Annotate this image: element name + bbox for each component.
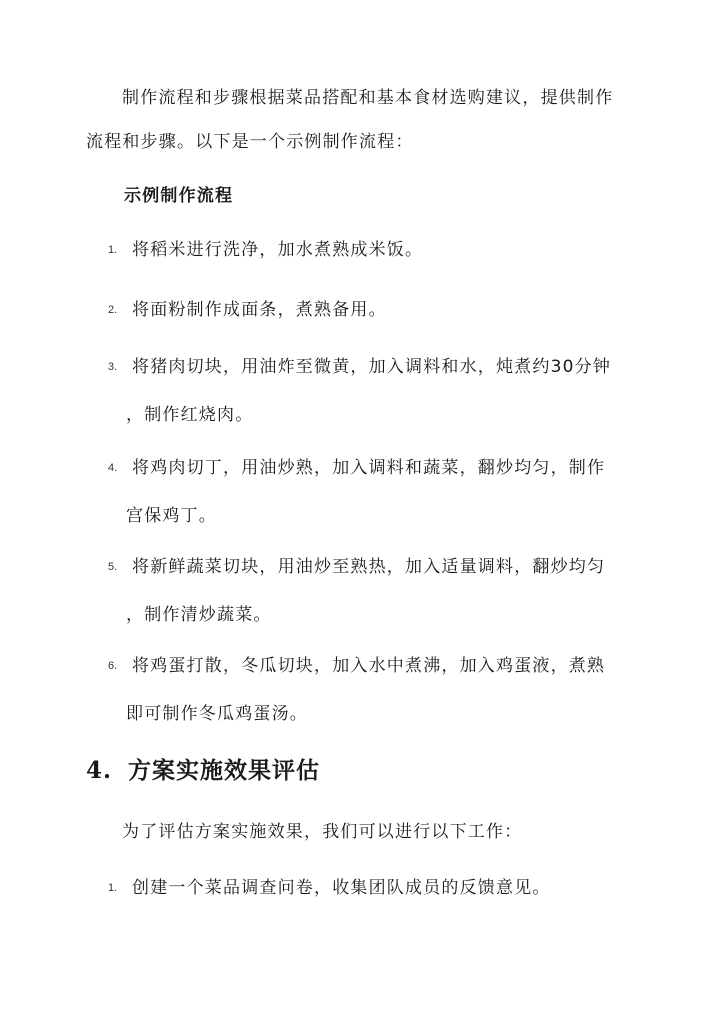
list-item-text [132, 300, 387, 320]
list-item-line: 创建一个菜品调查问卷，收集团队成员的反馈意见。 [132, 878, 551, 898]
list-item-number: 3. [108, 361, 118, 373]
list-item-text [126, 557, 606, 625]
list-item-text [132, 878, 551, 898]
section-4-intro-line: 为了评估方案实施效果，我们可以进行以下工作： [122, 822, 523, 842]
list-item-text [126, 357, 612, 425]
list-item-line: 将面粉制作成面条，煮熟备用。 [132, 300, 387, 320]
list-item-line: 将鸡蛋打散，冬瓜切块，加入水中煮沸，加入鸡蛋液，煮熟 [132, 656, 606, 676]
list-item-text [126, 458, 606, 526]
example-process-subheading: 示例制作流程 [124, 186, 234, 206]
list-item-line: ，制作清炒蔬菜。 [126, 605, 272, 625]
section-title: 方案实施效果评估 [128, 757, 320, 784]
list-item-number: 6. [108, 660, 118, 672]
list-item-line: 将稻米进行洗净，加水煮熟成米饭。 [132, 240, 424, 260]
list-item-number: 1. [108, 882, 118, 894]
list-item-number: 1. [108, 244, 118, 256]
section-4-heading [86, 757, 320, 785]
list-item-line: 将新鲜蔬菜切块，用油炒至熟热，加入适量调料，翻炒均匀 [132, 557, 606, 577]
section-number: 4. [86, 757, 113, 784]
list-item-number: 4. [108, 462, 118, 474]
list-item-line: 将鸡肉切丁，用油炒熟，加入调料和蔬菜，翻炒均匀，制作 [132, 458, 606, 478]
intro-paragraph [86, 88, 646, 152]
list-item-line: 将猪肉切块，用油炸至微黄，加入调料和水，炖煮约30分钟 [132, 357, 612, 377]
list-item-text [126, 656, 606, 724]
list-item-text [132, 240, 423, 260]
list-item-number: 2. [108, 304, 118, 316]
intro-line-1: 制作流程和步骤根据菜品搭配和基本食材选购建议，提供制作 [122, 88, 614, 108]
section-4-intro [122, 822, 682, 842]
list-item-line: ，制作红烧肉。 [126, 405, 254, 425]
list-item-number: 5. [108, 561, 118, 573]
list-item-line: 即可制作冬瓜鸡蛋汤。 [126, 704, 308, 724]
list-item-line: 宫保鸡丁。 [126, 506, 217, 526]
intro-line-2: 流程和步骤。以下是一个示例制作流程： [86, 132, 414, 152]
